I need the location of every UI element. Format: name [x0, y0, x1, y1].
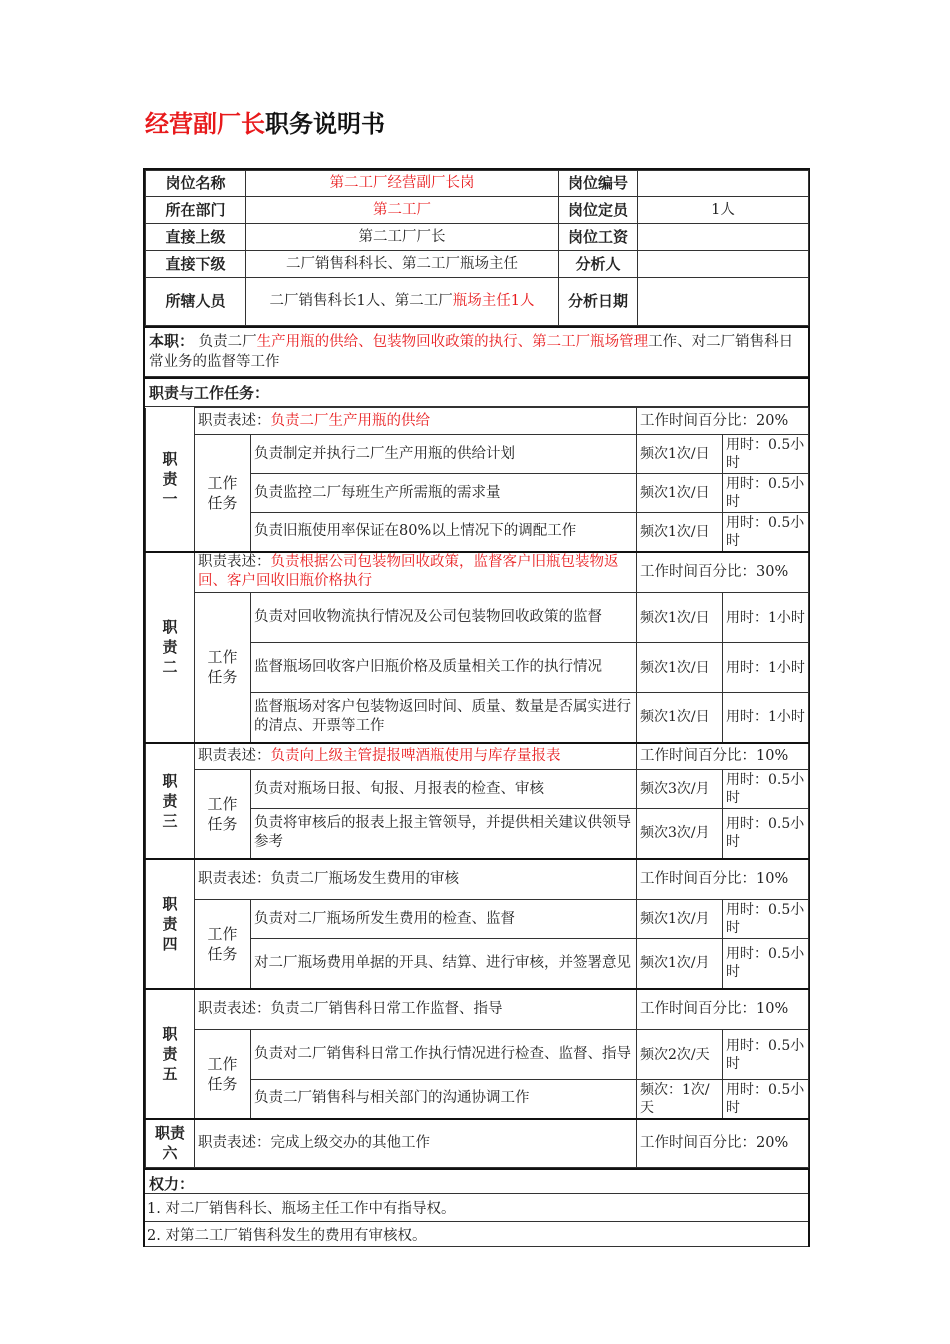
- resp-4-label-text: 职责四: [162, 894, 178, 953]
- label-analyst: 分析人: [559, 251, 638, 278]
- resp-5-pct: 工作时间百分比：10%: [637, 989, 809, 1030]
- resp-2-task-1-time: 用时：1小时: [723, 593, 809, 643]
- resp-6-label: [146, 1119, 195, 1168]
- resp-3-task-1: 负责对瓶场日报、旬报、月报表的检查、审核: [251, 770, 637, 809]
- resp-2-task-2: 监督瓶场回收客户旧瓶价格及质量相关工作的执行情况: [251, 643, 637, 693]
- resp-3-task-1-time: 用时：0.5小时: [723, 770, 809, 809]
- value-staff: [246, 278, 559, 326]
- label-position-code: 岗位编号: [559, 171, 638, 197]
- resp-1-label: [146, 408, 195, 552]
- resp-5-task-2-time: 用时：0.5小时: [723, 1080, 809, 1119]
- resp-2-task-2-freq: 频次1次/日: [637, 643, 723, 693]
- task-label-text: 工作 任务: [207, 648, 238, 687]
- resp-5-label-text: 职责五: [162, 1024, 178, 1083]
- task-label-text: 工作 任务: [207, 1054, 238, 1093]
- resp-1-task-1-freq: 频次1次/日: [637, 435, 723, 474]
- job-description-form: [143, 168, 810, 1247]
- resp-2-task-3: 监督瓶场对客户包装物返回时间、质量、数量是否属实进行的清点、开票等工作: [251, 693, 637, 743]
- value-superior: 第二工厂厂长: [246, 224, 559, 251]
- resp-2-desc-text: 负责根据公司包装物回收政策，监督客户旧瓶包装物返回、客户回收旧瓶价格执行: [198, 554, 619, 590]
- main-duty-text-2: 工作、对二厂销售科日常业务的监督等工作: [149, 334, 794, 370]
- resp-4-label: [146, 859, 195, 989]
- power-header-text: 权力：: [149, 1175, 195, 1193]
- task-label-text: 工作 任务: [207, 473, 238, 512]
- value-position-code: [638, 171, 809, 197]
- label-department: 所在部门: [146, 197, 246, 224]
- resp-5-label: [146, 989, 195, 1119]
- resp-2-label: [146, 552, 195, 743]
- resp-5-task-1-freq: 频次2次/天: [637, 1030, 723, 1080]
- resp-2-task-2-time: 用时：1小时: [723, 643, 809, 693]
- main-duty-label: 本职：: [149, 332, 195, 350]
- resp-4-task-1: 负责对二厂瓶场所发生费用的检查、监督: [251, 900, 637, 939]
- value-department: 第二工厂: [246, 197, 559, 224]
- resp-4-task-2: 对二厂瓶场费用单据的开具、结算、进行审核，并签署意见: [251, 939, 637, 989]
- resp-1-task-1: 负责制定并执行二厂生产用瓶的供给计划: [251, 435, 637, 474]
- resp-6-pct: 工作时间百分比：20%: [637, 1119, 809, 1168]
- power-item-2: 2. 对第二工厂销售科发生的费用有审核权。: [145, 1222, 808, 1247]
- resp-4-desc-text: 负责二厂瓶场发生费用的审核: [270, 870, 459, 887]
- resp-4-desc: [195, 859, 637, 900]
- resp-3-task-2-freq: 频次3次/月: [637, 809, 723, 859]
- label-wage: 岗位工资: [559, 224, 638, 251]
- resp-6-label-text: 职责六: [154, 1124, 185, 1163]
- resp-2-desc-prefix: 职责表述：: [198, 554, 271, 571]
- resp-6-desc: 职责表述：完成上级交办的其他工作: [195, 1119, 637, 1168]
- title-black-part: 职务说明书: [265, 110, 385, 138]
- resp-1-label-text: 职责一: [162, 450, 178, 508]
- resp-4-pct: 工作时间百分比：10%: [637, 859, 809, 900]
- resp-1-task-3-time: 用时：0.5小时: [723, 513, 809, 552]
- resp-4-task-2-time: 用时：0.5小时: [723, 939, 809, 989]
- resp-3-label-text: 职责三: [162, 771, 178, 830]
- resp-4-task-2-freq: 频次1次/月: [637, 939, 723, 989]
- resp-3-task-2: 负责将审核后的报表上报主管领导，并提供相关建议供领导参考: [251, 809, 637, 859]
- resp-1-task-2-freq: 频次1次/日: [637, 474, 723, 513]
- resp-5-task-2: 负责二厂销售科与相关部门的沟通协调工作: [251, 1080, 637, 1119]
- resp-3-task-1-freq: 频次3次/月: [637, 770, 723, 809]
- value-wage: [638, 224, 809, 251]
- resp-2-task-1-freq: 频次1次/日: [637, 593, 723, 643]
- resp-2-task-1: 负责对回收物流执行情况及公司包装物回收政策的监督: [251, 593, 637, 643]
- resp-4-task-1-freq: 频次1次/月: [637, 900, 723, 939]
- resp-1-desc-prefix: 职责表述：: [198, 412, 271, 429]
- resp-1-task-1-time: 用时：0.5小时: [723, 435, 809, 474]
- resp-4-task-1-time: 用时：0.5小时: [723, 900, 809, 939]
- resp-5-desc-prefix: 职责表述：: [198, 1000, 271, 1017]
- resp-5-desc-text: 负责二厂销售科日常工作监督、指导: [270, 1000, 503, 1017]
- resp-1-desc-text: 负责二厂生产用瓶的供给: [270, 412, 430, 429]
- info-table: [145, 170, 809, 326]
- resp-5-task-1: 负责对二厂销售科日常工作执行情况进行检查、监督、指导: [251, 1030, 637, 1080]
- resp-2-desc: [195, 552, 637, 593]
- resp-1-task-3-freq: 频次1次/日: [637, 513, 723, 552]
- resp-2-task-3-freq: 频次1次/日: [637, 693, 723, 743]
- resp-3-desc: [195, 743, 637, 770]
- resp-2-task-3-time: 用时：1小时: [723, 693, 809, 743]
- resp-3-pct: 工作时间百分比：10%: [637, 743, 809, 770]
- label-quota: 岗位定员: [559, 197, 638, 224]
- responsibilities-header-text: 职责与工作任务：: [149, 384, 270, 402]
- responsibilities-header: [145, 377, 808, 407]
- resp-1-task-2-time: 用时：0.5小时: [723, 474, 809, 513]
- title-red-part: 经营副厂长: [145, 110, 265, 138]
- value-staff-red: 瓶场主任1人: [452, 293, 535, 309]
- resp-1-desc: [195, 408, 637, 435]
- resp-5-task-2-freq: 频次：1次/天: [637, 1080, 723, 1119]
- value-quota: 1人: [638, 197, 809, 224]
- task-label-text: 工作 任务: [207, 924, 238, 963]
- resp-5-task-label: [195, 1030, 251, 1119]
- resp-4-desc-prefix: 职责表述：: [198, 870, 271, 887]
- value-analysis-date: [638, 278, 809, 326]
- label-superior: 直接上级: [146, 224, 246, 251]
- label-staff: 所辖人员: [146, 278, 246, 326]
- resp-1-pct: 工作时间百分比：20%: [637, 408, 809, 435]
- power-header: [145, 1168, 808, 1194]
- resp-5-desc: [195, 989, 637, 1030]
- task-label-text: 工作 任务: [207, 794, 238, 833]
- resp-3-desc-text: 负责向上级主管提报啤酒瓶使用与库存量报表: [270, 747, 561, 764]
- value-staff-main: 二厂销售科长1人、第二工厂: [269, 293, 453, 309]
- page-title: [145, 104, 385, 139]
- resp-1-task-2: 负责监控二厂每班生产所需瓶的需求量: [251, 474, 637, 513]
- label-subordinate: 直接下级: [146, 251, 246, 278]
- resp-2-task-label: [195, 593, 251, 743]
- resp-1-task-label: [195, 435, 251, 552]
- resp-1-task-3: 负责旧瓶使用率保证在80%以上情况下的调配工作: [251, 513, 637, 552]
- value-analyst: [638, 251, 809, 278]
- main-duty: [145, 326, 808, 377]
- resp-3-task-2-time: 用时：0.5小时: [723, 809, 809, 859]
- resp-3-desc-prefix: 职责表述：: [198, 747, 271, 764]
- responsibilities-table: [145, 407, 809, 1168]
- resp-4-task-label: [195, 900, 251, 989]
- value-position-name: 第二工厂经营副厂长岗: [246, 171, 559, 197]
- resp-2-label-text: 职责二: [162, 618, 178, 676]
- power-item-1: 1. 对二厂销售科长、瓶场主任工作中有指导权。: [145, 1194, 808, 1222]
- label-analysis-date: 分析日期: [559, 278, 638, 326]
- main-duty-text-1: 负责二厂: [198, 334, 257, 350]
- resp-5-task-1-time: 用时：0.5小时: [723, 1030, 809, 1080]
- resp-2-pct: 工作时间百分比：30%: [637, 552, 809, 593]
- label-position-name: 岗位名称: [146, 171, 246, 197]
- value-subordinate: 二厂销售科科长、第二工厂瓶场主任: [246, 251, 559, 278]
- resp-3-label: [146, 743, 195, 859]
- main-duty-text-red: 生产用瓶的供给、包装物回收政策的执行、第二工厂瓶场管理: [256, 334, 649, 350]
- resp-3-task-label: [195, 770, 251, 859]
